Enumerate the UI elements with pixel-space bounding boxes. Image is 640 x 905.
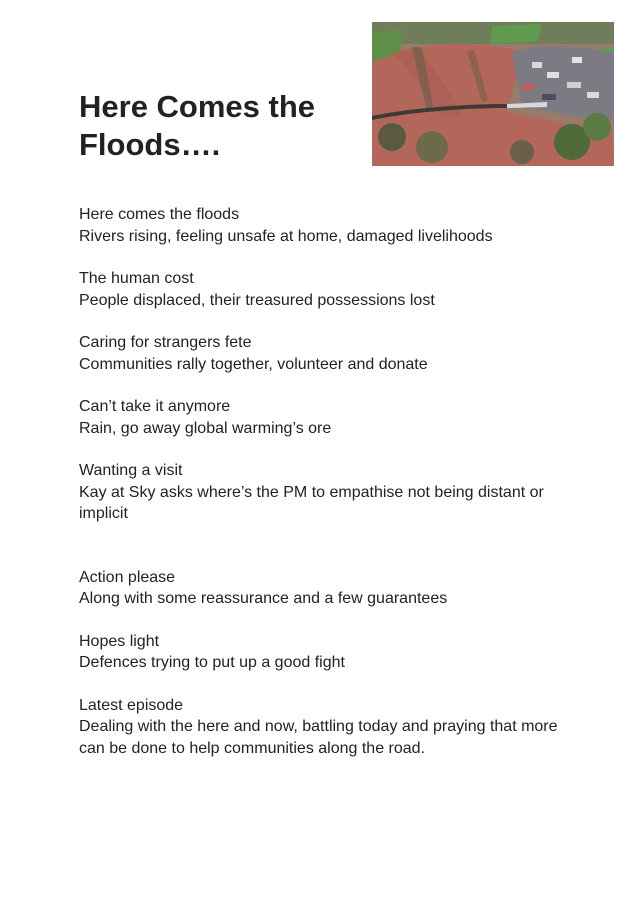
stanza-body: Kay at Sky asks where’s the PM to empathise not being distant or implicit bbox=[79, 483, 544, 522]
stanza-heading: Hopes light bbox=[79, 632, 160, 650]
stanza bbox=[79, 567, 579, 610]
stanza-body: Dealing with the here and now, battling today and praying that more can be done to help communities along the road. bbox=[79, 718, 558, 757]
stanza-body: Along with some reassurance and a few guarantees bbox=[79, 590, 448, 607]
stanza-heading: Latest episode bbox=[79, 696, 184, 714]
stanza bbox=[79, 460, 579, 525]
stanza-body: Rain, go away global warming’s ore bbox=[79, 419, 332, 437]
flood-photo bbox=[372, 22, 614, 166]
title-line-1: Here Comes the bbox=[79, 89, 316, 124]
stanza-heading: Can’t take it anymore bbox=[79, 398, 231, 415]
flood-photo-icon bbox=[372, 22, 614, 166]
stanza-body: Defences trying to put up a good fight bbox=[79, 654, 345, 671]
stanza-heading: The human cost bbox=[79, 270, 194, 287]
stanza-heading: Wanting a visit bbox=[79, 462, 183, 479]
stanza-body: People displaced, their treasured possessions lost bbox=[79, 291, 435, 309]
stanza-body: Communities rally together, volunteer and donate bbox=[79, 355, 428, 373]
stanza bbox=[79, 268, 579, 311]
stanza bbox=[79, 631, 579, 674]
stanza bbox=[79, 204, 579, 247]
stanza bbox=[79, 695, 579, 760]
title-line-2: Floods…. bbox=[79, 127, 221, 162]
stanza-heading: Action please bbox=[79, 568, 176, 586]
stanza-body: Rivers rising, feeling unsafe at home, damaged livelihoods bbox=[79, 227, 493, 245]
poem-body bbox=[79, 204, 579, 780]
stanza bbox=[79, 332, 579, 375]
stanza-heading: Caring for strangers fete bbox=[79, 334, 252, 351]
stanza-heading: Here comes the floods bbox=[79, 206, 240, 223]
page-title bbox=[79, 88, 359, 164]
stanza bbox=[79, 396, 579, 439]
